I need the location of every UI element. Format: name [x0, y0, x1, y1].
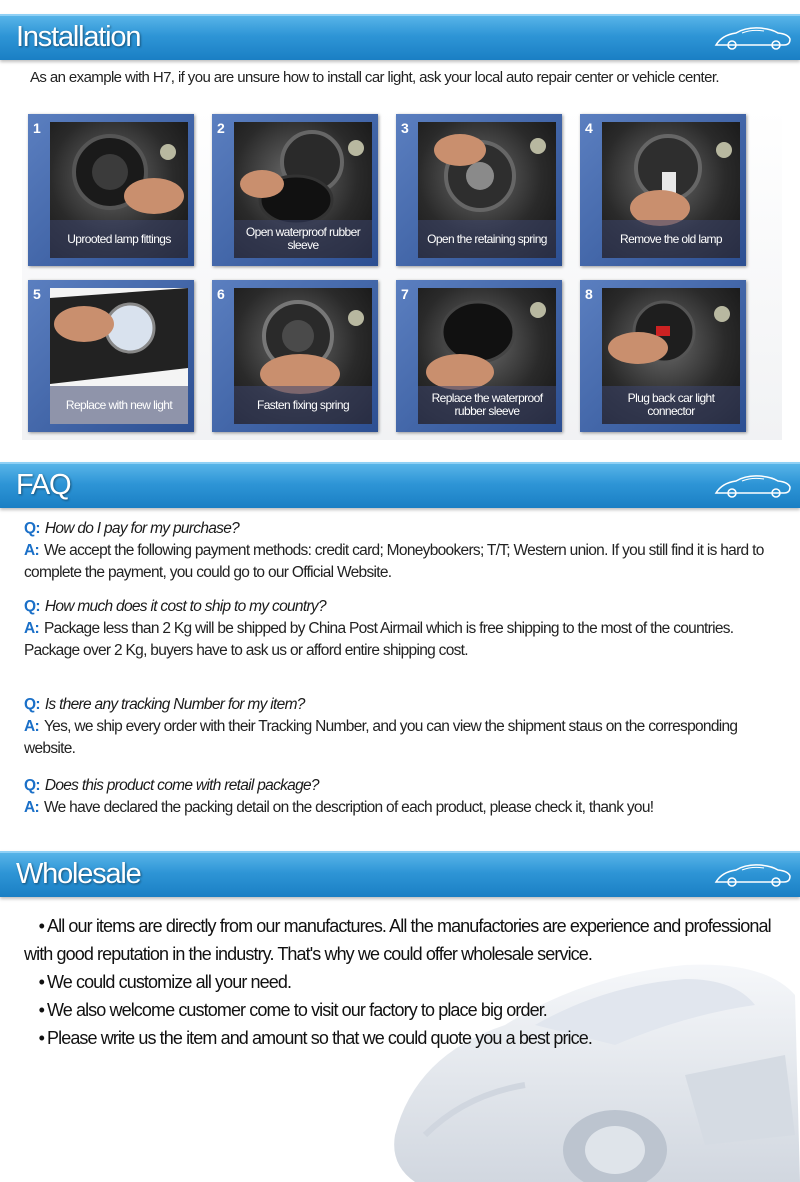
- step-number: 4: [585, 120, 593, 136]
- step-5: [28, 280, 194, 432]
- steps-grid: [22, 108, 782, 440]
- answer-text: Package less than 2 Kg will be shipped by China Post Airmail which is free shipping to the most of the countries.: [43, 620, 734, 637]
- wholesale-banner: [0, 851, 800, 897]
- step-caption: Uprooted lamp fittings: [50, 220, 188, 258]
- answer-label: A:: [24, 799, 39, 816]
- step-number: 1: [33, 120, 41, 136]
- question-label: Q:: [24, 696, 40, 713]
- step-caption: Replace the waterproof rubber sleeve: [418, 386, 556, 424]
- installation-banner: [0, 14, 800, 60]
- step-caption: Fasten fixing spring: [234, 386, 372, 424]
- wholesale-item: [24, 1024, 784, 1052]
- sports-car-logo-icon: [712, 860, 794, 890]
- faq-banner: [0, 462, 800, 508]
- wholesale-title: Wholesale: [16, 858, 141, 890]
- step-number: 7: [401, 286, 409, 302]
- sports-car-logo-icon: [712, 471, 794, 501]
- bullet: •: [38, 1000, 44, 1020]
- question-label: Q:: [24, 598, 40, 615]
- question-text: Is there any tracking Number for my item?: [44, 696, 305, 713]
- question-text: How much does it cost to ship to my country?: [44, 598, 326, 615]
- installation-intro: As an example with H7, if you are unsure how to install car light, ask your local auto repair center or vehicle center.: [30, 69, 719, 86]
- question-label: Q:: [24, 777, 40, 794]
- wholesale-item: [24, 968, 784, 996]
- answer-label: A:: [24, 718, 39, 735]
- question-label: Q:: [24, 520, 40, 537]
- wholesale-list: [24, 912, 784, 1052]
- faq-title: FAQ: [16, 469, 71, 501]
- step-6: [212, 280, 378, 432]
- bullet: •: [38, 1028, 44, 1048]
- answer-text: We have declared the packing detail on the description of each product, please check it, thank you!: [43, 799, 654, 816]
- step-4: [580, 114, 746, 266]
- bullet: •: [38, 972, 44, 992]
- bullet: •: [38, 916, 44, 936]
- step-caption: Plug back car light connector: [602, 386, 740, 424]
- faq-item-4: [24, 775, 784, 819]
- step-number: 5: [33, 286, 41, 302]
- answer-label: A:: [24, 620, 39, 637]
- step-number: 2: [217, 120, 225, 136]
- answer-label: A:: [24, 542, 39, 559]
- step-number: 3: [401, 120, 409, 136]
- wholesale-item: [24, 912, 784, 968]
- step-1: [28, 114, 194, 266]
- wholesale-item-text: All our items are directly from our manufactures. All the manufactories are experience and professional with good reputation in the industry. That's why we could offer wholesale service.: [24, 916, 771, 964]
- step-8: [580, 280, 746, 432]
- step-caption: Remove the old lamp: [602, 220, 740, 258]
- faq-item-3: [24, 694, 784, 760]
- step-number: 8: [585, 286, 593, 302]
- step-caption: Replace with new light: [50, 386, 188, 424]
- step-caption: Open waterproof rubber sleeve: [234, 220, 372, 258]
- question-text: How do I pay for my purchase?: [44, 520, 240, 537]
- question-text: Does this product come with retail package?: [44, 777, 319, 794]
- wholesale-item-text: Please write us the item and amount so that we could quote you a best price.: [47, 1028, 592, 1048]
- wholesale-item: [24, 996, 784, 1024]
- step-number: 6: [217, 286, 225, 302]
- step-3: [396, 114, 562, 266]
- answer-text-continued: Package over 2 Kg, buyers have to ask us or afford entire shipping cost.: [24, 642, 468, 659]
- answer-text: We accept the following payment methods: credit card; Moneybookers; T/T; Western union. If you still find it is hard to complete the payment, you could go to our Official Website.: [24, 542, 764, 581]
- installation-title: Installation: [16, 21, 141, 53]
- step-7: [396, 280, 562, 432]
- wholesale-item-text: We also welcome customer come to visit our factory to place big order.: [47, 1000, 547, 1020]
- faq-item-1: [24, 518, 784, 584]
- step-2: [212, 114, 378, 266]
- step-caption: Open the retaining spring: [418, 220, 556, 258]
- sports-car-logo-icon: [712, 23, 794, 53]
- answer-text: Yes, we ship every order with their Tracking Number, and you can view the shipment staus on the corresponding website.: [24, 718, 738, 757]
- wholesale-item-text: We could customize all your need.: [47, 972, 292, 992]
- faq-item-2: [24, 596, 784, 662]
